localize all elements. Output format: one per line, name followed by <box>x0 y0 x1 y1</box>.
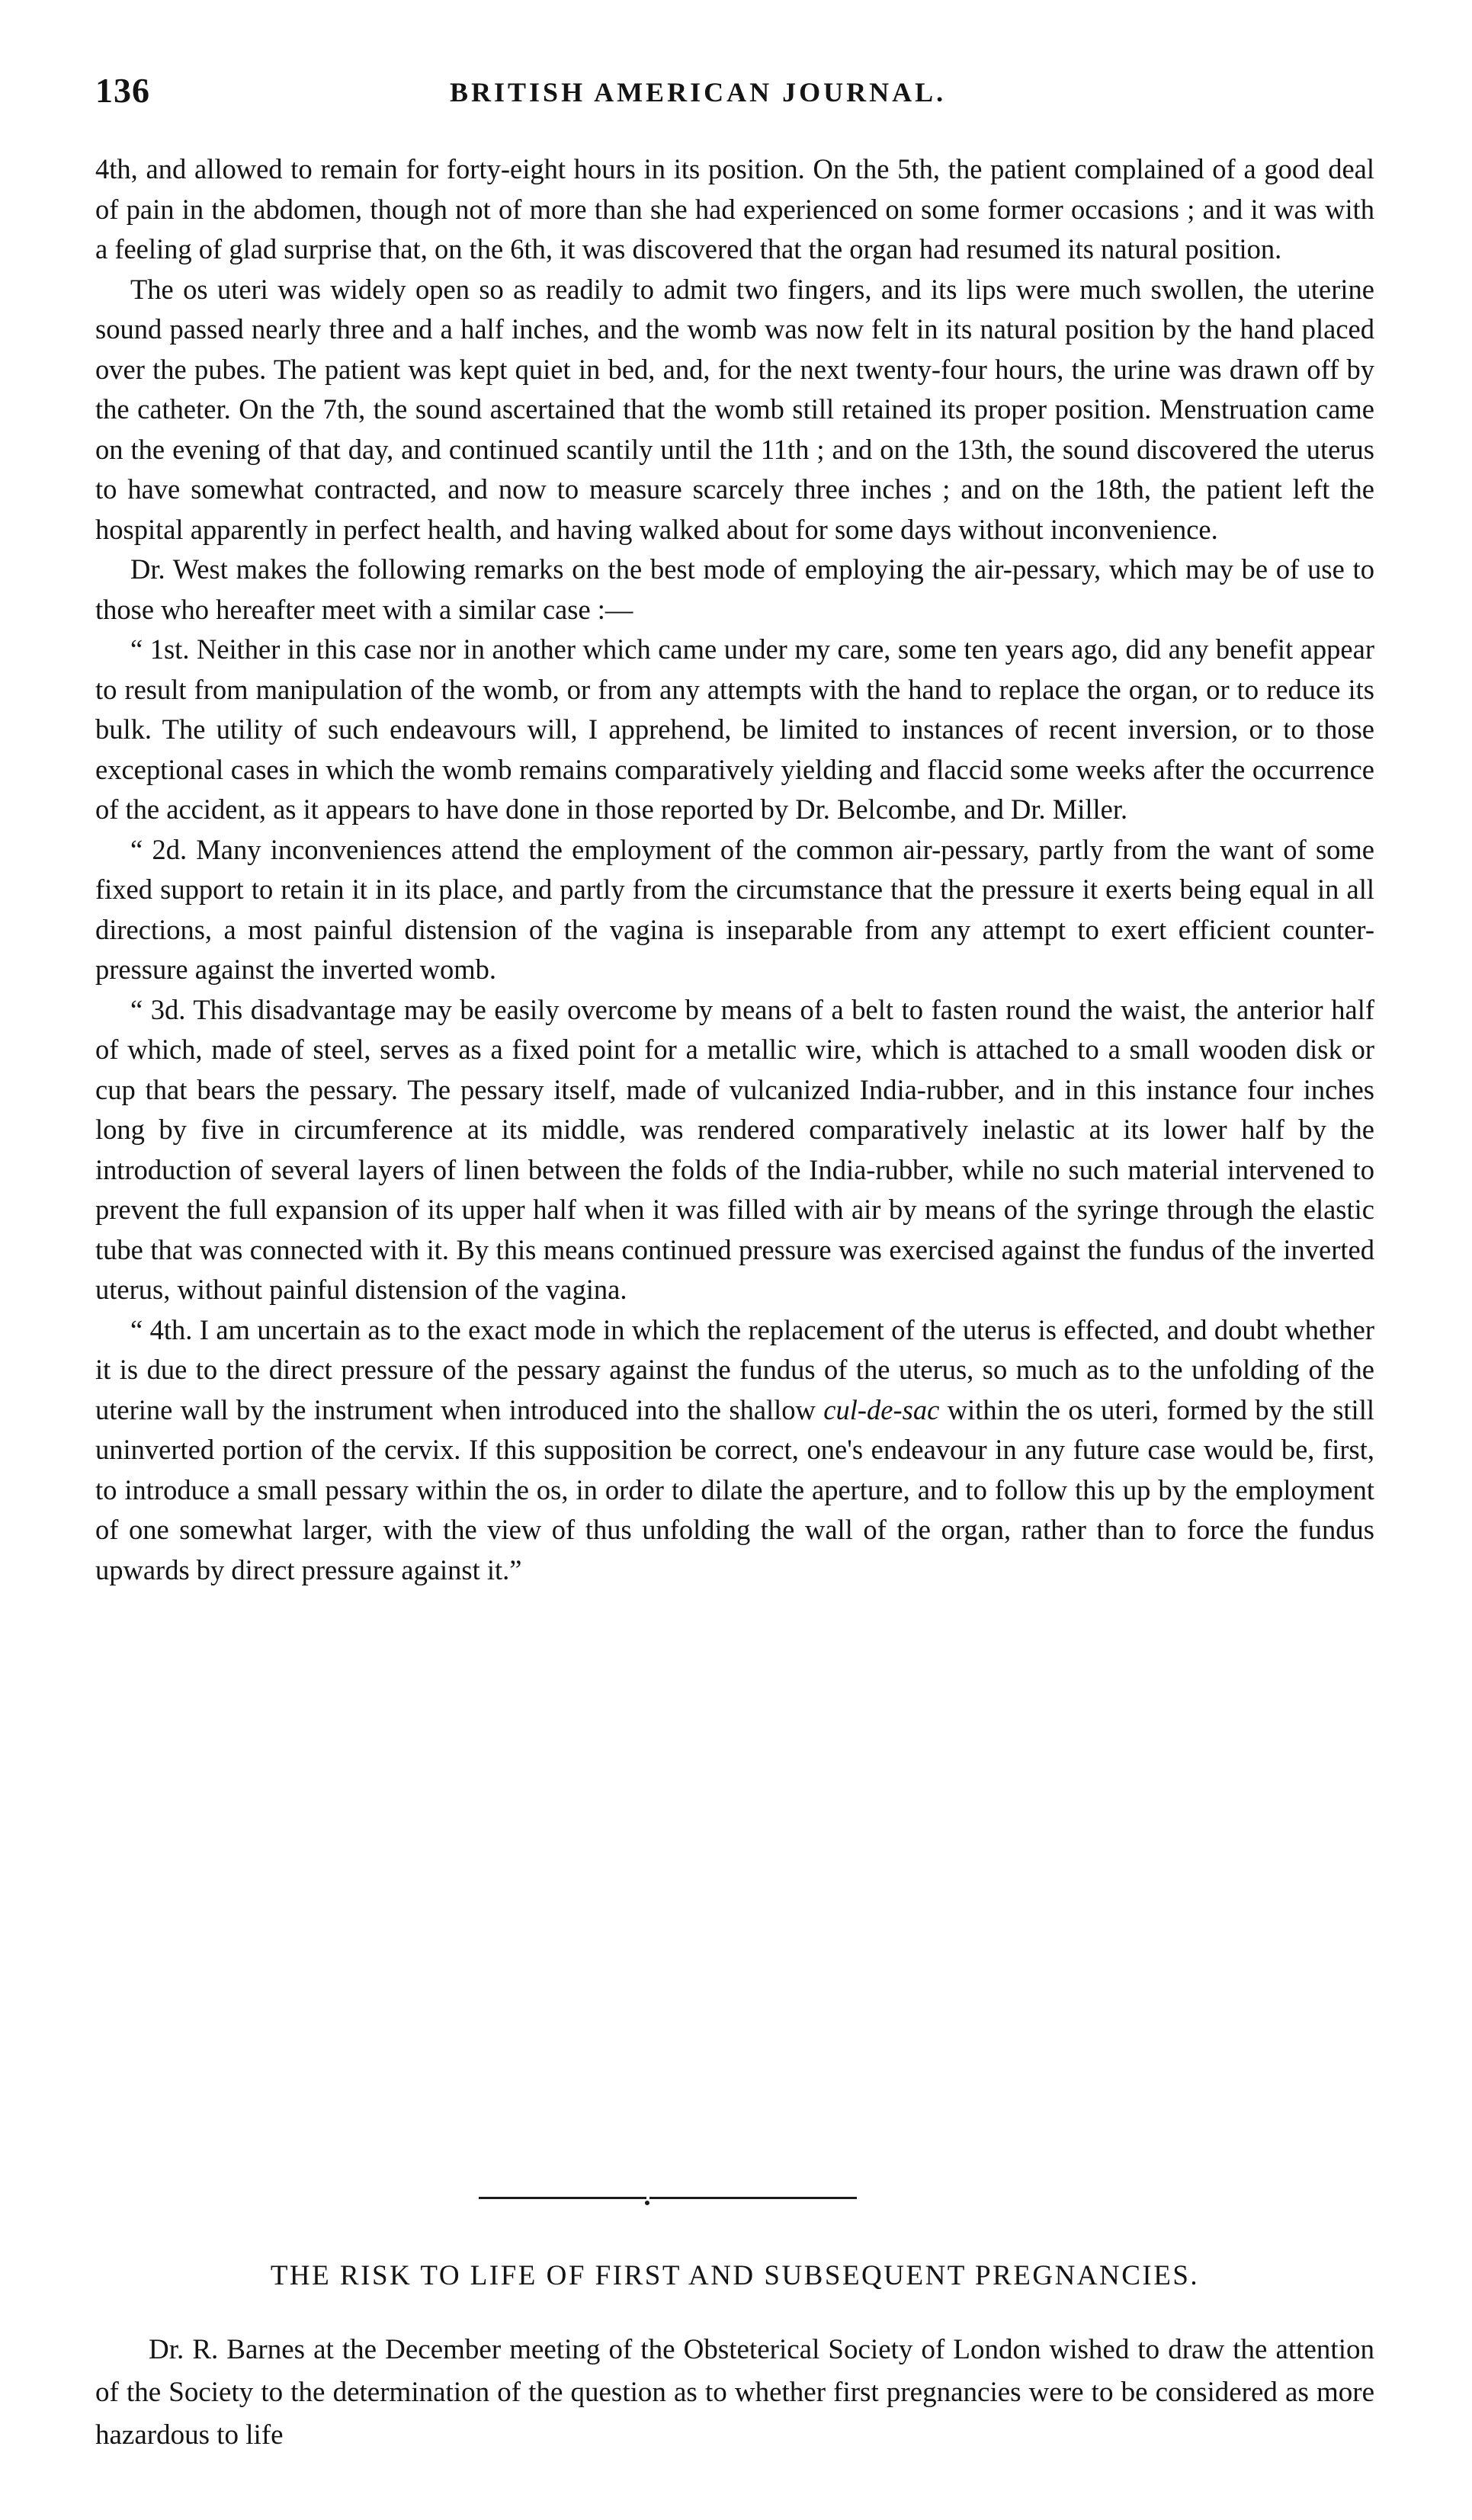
page-header <box>95 70 1376 116</box>
paragraph-7-part-2: within the os uteri, formed by the still uninverted portion of the cervix. If this supposition be correct, one's endeavour in any future case would be, first, to introduce a small pessary within the os, in order to dilate the aperture, and to follow this up by the employment of one somewhat larger, with the view of thus unfolding the wall of the organ, rather than to force the fundus upwards by direct pressure against it.” <box>95 1393 1374 1585</box>
page-number: 136 <box>95 71 150 110</box>
section-body <box>95 2329 1374 2457</box>
paragraph-6: “ 3d. This disadvantage may be easily overcome by means of a belt to fasten round the waist, the anterior half of which, made of steel, serves as a fixed point for a metallic wire, which is attached to a small wooden disk or cup that bears the pessary. The pessary itself, made of vulcanized India-rubber, and in this instance four inches long by five in circumference at its middle, was rendered comparatively inelastic at its lower half by the introduction of several layers of linen between the folds of the India-rubber, while no such material intervened to prevent the full expansion of its upper half when it was filled with air by means of the syringe through the elastic tube that was connected with it. By this means continued pressure was exercised against the fundus of the inverted uterus, without painful distension of the vagina. <box>95 993 1374 1305</box>
paragraph-2: The os uteri was widely open so as readily to admit two fingers, and its lips were much swollen, the uterine sound passed nearly three and a half inches, and the womb was now felt in its natural position by the hand placed over the pubes. The patient was kept quiet in bed, and, for the next twenty-four hours, the urine was drawn off by the catheter. On the 7th, the sound ascertained that the womb still retained its proper position. Menstruation came on the evening of that day, and continued scantily until the 11th ; and on the 13th, the sound discovered the uterus to have somewhat contracted, and now to measure scarcely three inches ; and on the 18th, the patient left the hospital apparently in perfect health, and having walked about for some days without inconvenience. <box>95 273 1374 545</box>
running-head: BRITISH AMERICAN JOURNAL. <box>450 77 947 107</box>
paragraph-7 <box>95 1310 1374 1591</box>
paragraph-7-italic: cul-de-sac <box>823 1393 940 1425</box>
paragraph-7-part-1: “ 4th. I am uncertain as to the exact mode in which the replacement of the uterus is effected, and doubt whether it is due to the direct pressure of the pessary against the fundus of the uterus, so much as to the unfolding of the uterine wall by the instrument when introduced into the shallow <box>95 1313 1374 1425</box>
paragraph-5: “ 2d. Many inconveniences attend the employment of the common air-pessary, partly from the want of some fixed support to retain it in its place, and partly from the circumstance that the pressure it exerts being equal in all directions, a most painful distension of the vagina is inseparable from any attempt to exert efficient counter-pressure against the inverted womb. <box>95 833 1374 985</box>
paragraph-3: Dr. West makes the following remarks on the best mode of employing the air-pessary, which may be of use to those who hereafter meet with a similar case :— <box>95 553 1374 625</box>
paragraph-1: 4th, and allowed to remain for forty-eight hours in its position. On the 5th, the patient complained of a good deal of pain in the abdomen, though not of more than she had experienced on some former occasions ; and it was with a feeling of glad surprise that, on the 6th, it was discovered that the organ had resumed its natural position. <box>95 153 1374 265</box>
section-divider-left <box>479 2197 646 2199</box>
section-divider-dot <box>645 2201 649 2205</box>
section-paragraph-1: Dr. R. Barnes at the December meeting of the Obsteterical Society of London wished to draw the attention of the Society to the determination of the question as to whether first pregnancies were to be considered as more hazardous to life <box>95 2334 1374 2451</box>
article-continuation <box>95 149 1374 1590</box>
section-divider-right <box>649 2197 857 2199</box>
paragraph-4: “ 1st. Neither in this case nor in another which came under my care, some ten years ago, did any benefit appear to result from manipulation of the womb, or from any attempts with the hand to replace the organ, or to reduce its bulk. The utility of such endeavours will, I apprehend, be limited to instances of recent inversion, or to those exceptional cases in which the womb remains comparatively yielding and flaccid some weeks after the occurrence of the accident, as it appears to have done in those reported by Dr. Belcombe, and Dr. Miller. <box>95 633 1374 825</box>
section-heading: THE RISK TO LIFE OF FIRST AND SUBSEQUENT PREGNANCIES. <box>270 2260 1200 2291</box>
